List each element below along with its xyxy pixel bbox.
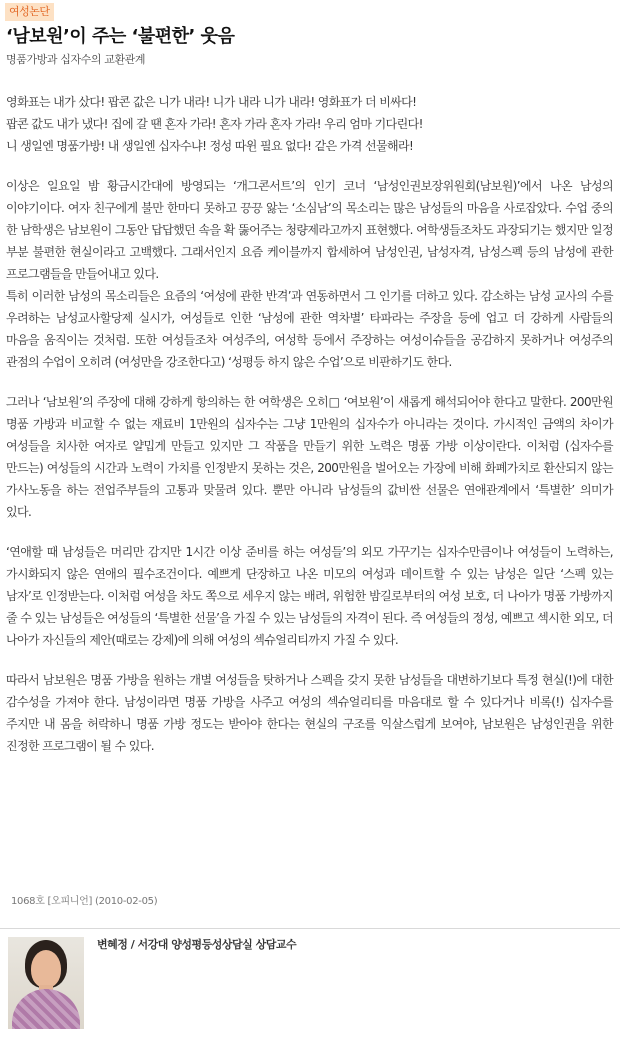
body-paragraph-4: ‘연애할 때 남성들은 머리만 감지만 1시간 이상 준비를 하는 여성들’의 외모 가꾸기는 십자수만큼이나 여성들이 노력하는, 가시화되지 않은 연애의 필수조건이다. 예쁘게 단장하고 나온 미모의 여성과 데이트할 수 있는 남성은 일단 ‘스펙 있는 남자’로 인정받는다. 이처럼 여성을 차도 쪽으로 세우지 않는 배려, 위험한 밤길로부터의 여성 보호, 더 나아가 명품 가방까지 줄 수 있는 남성들은 여성들의 ‘특별한 선물’을 가질 수 있는 남성들의 자격이 된다. 즉 여성들의 정성, 예쁘고 섹시한 외모, 더 나아가 자신들의 제안(때로는 강제)에 의해 여성의 섹슈얼리티까지 가질 수 있다. (6, 545, 613, 647)
intro-line-2: 팝콘 값도 내가 냈다! 집에 갈 땐 혼자 가라! 혼자 가라 혼자 가라! 우리 엄마 기다린다! (6, 117, 423, 131)
author-photo (8, 937, 84, 1029)
article-meta: 1068호 [오피니언] (2010-02-05) (11, 896, 158, 907)
body-paragraph-1: 이상은 일요일 밤 황금시간대에 방영되는 ‘개그콘서트’의 인기 코너 ‘남성인권보장위원회(남보원)’에서 나온 남성의 이야기이다. 여자 친구에게 불만 한마디 못하고 끙끙 앓는 ‘소심남’의 목소리는 많은 남성들의 마음을 사로잡았다. 수업 중의 한 남학생은 남보원이 그동안 답답했던 속을 확 뚫어주는 청량제라고까지 표현했다. 여학생들조차도 과장되기는 했지만 일정 부분 불편한 현실이라고 고백했다. 그래서인지 요즘 케이블까지 합세하여 남성인권, 남성자격, 남성스펙 등의 남성에 관한 프로그램들을 만들어내고 있다. (6, 179, 613, 281)
author-photo-face (31, 950, 61, 988)
article-headline: ‘남보원’이 주는 ‘불편한’ 웃음 (6, 26, 235, 47)
author-byline: 변혜정 / 서강대 양성평등성상담실 상담교수 (97, 938, 297, 951)
article-subheadline: 명품가방과 십자수의 교환관계 (6, 53, 146, 66)
body-paragraph-2: 특히 이러한 남성의 목소리들은 요즘의 ‘여성에 관한 반격’과 연동하면서 그 인기를 더하고 있다. 감소하는 남성 교사의 수를 우려하는 남성교사할당제 실시가, 여성들로 인한 ‘남성에 관한 역차별’ 타파라는 주장을 등에 업고 더 강하게 사람들의 마음을 움직이는 것처럼. 또한 여성들조차 여성주의, 여성학 등에서 주장하는 여성이슈들을 공감하지 못하거나 여성주의 관점의 수업이 오히려 (여성만을 강조한다고) ‘성평등 하지 않은 수업’으로 비판하기도 한다. (6, 289, 613, 369)
author-divider (0, 928, 620, 929)
author-photo-shoulders (12, 989, 80, 1029)
body-paragraph-5: 따라서 남보원은 명품 가방을 원하는 개별 여성들을 탓하거나 스펙을 갖지 못한 남성들을 대변하기보다 특정 현실(!)에 대한 감수성을 가져야 한다. 남성이라면 명품 가방을 사주고 여성의 섹슈얼리티를 마음대로 할 수 있다거나 비록(!) 십자수를 주지만 내 몸을 허락하니 명품 가방 정도는 받아야 한다는 현실의 구조를 익살스럽게 보여야, 남보원은 남성인권을 위한 진정한 프로그램이 될 수 있다. (6, 673, 613, 753)
intro-line-1: 영화표는 내가 샀다! 팝콘 값은 니가 내라! 니가 내라 니가 내라! 영화표가 더 비싸다! (6, 95, 417, 109)
section-category[interactable]: 여성논단 (5, 3, 54, 21)
article-body (6, 91, 613, 757)
body-paragraph-3: 그러나 ‘남보원’의 주장에 대해 강하게 항의하는 한 여학생은 오히□ ‘여보원’이 새롭게 해석되어야 한다고 말한다. 200만원 명품 가방과 비교할 수 없는 재료비 1만원의 십자수는 그냥 1만원의 십자수가 아니라는 것이다. 가시적인 금액의 차이가 여성들을 치사한 여자로 얄밉게 만들고 있지만 그 작품을 만들기 위한 노력은 명품 가방 이상이란다. 이처럼 (십자수를 만드는) 여성들의 시간과 노력이 가치를 인정받지 못하는 것은, 200만원을 벌어오는 가장에 비해 화폐가치로 환산되지 않는 가사노동을 하는 전업주부들의 고통과 맞물려 있다. 뿐만 아니라 남성들의 값비싼 선물은 연애관계에서 ‘특별한’ 의미가 있다. (6, 395, 613, 519)
intro-line-3: 니 생일엔 명품가방! 내 생일엔 십자수냐! 정성 따윈 필요 없다! 같은 가격 선물해라! (6, 139, 414, 153)
